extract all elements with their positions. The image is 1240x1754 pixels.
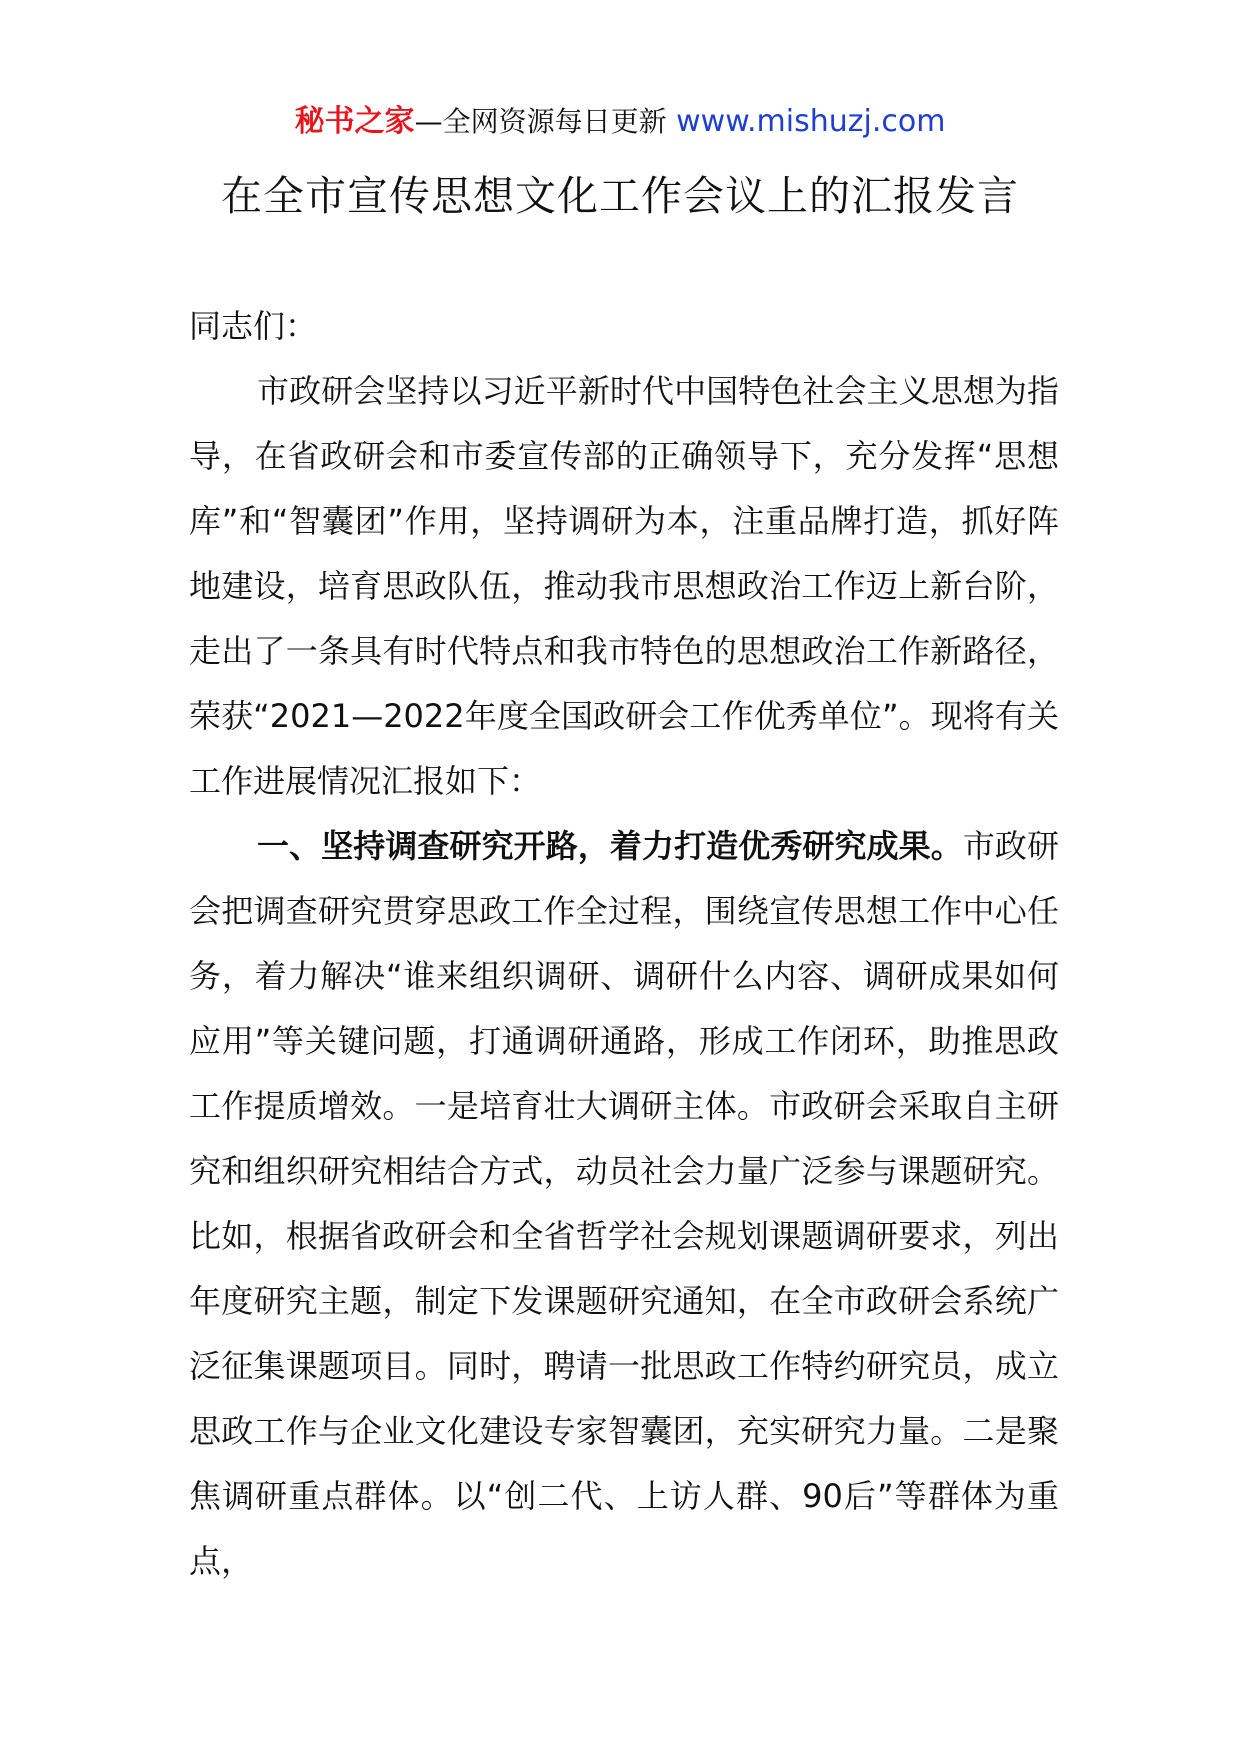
salutation: 同志们： bbox=[189, 307, 318, 345]
document-title: 在全市宣传思想文化工作会议上的汇报发言 bbox=[221, 172, 1019, 220]
paragraph-section-1 bbox=[189, 814, 1059, 1594]
paragraph-intro bbox=[189, 359, 1059, 814]
paragraph-text: 市政研会把调查研究贯穿思政工作全过程，围绕宣传思想工作中心任务，着力解决“谁来组织调研、调研什么内容、调研成果如何应用”等关键问题，打通调研通路，形成工作闭环，助推思政工作提质增效。一是培育壮大调研主体。市政研会采取自主研究和组织研究相结合方式，动员社会力量广泛参与课题研究。比如，根据省政研会和全省哲学社会规划课题调研要求，列出年度研究主题，制定下发课题研究通知，在全市政研会系统广泛征集课题项目。同时，聘请一批思政工作特约研究员，成立思政工作与企业文化建设专家智囊团，充实研究力量。二是聚焦调研重点群体。以“创二代、上访人群、90后”等群体为重点， bbox=[189, 827, 1059, 1580]
brand-name: 秘书之家 bbox=[294, 104, 415, 139]
site-url-link[interactable]: www.mishuzj.com bbox=[676, 104, 946, 139]
section-heading: 一、坚持调查研究开路，着力打造优秀研究成果。 bbox=[257, 827, 963, 865]
document-body bbox=[189, 294, 1059, 1594]
site-tagline: —全网资源每日更新 bbox=[414, 105, 667, 138]
paragraph-text: 市政研会坚持以习近平新时代中国特色社会主义思想为指导，在省政研会和市委宣传部的正确领导下，充分发挥“思想库”和“智囊团”作用，坚持调研为本，注重品牌打造，抓好阵地建设，培育思政队伍，推动我市思想政治工作迈上新台阶，走出了一条具有时代特点和我市特色的思想政治工作新路径，荣获“2021—2022年度全国政研会工作优秀单位”。现将有关工作进展情况汇报如下： bbox=[189, 372, 1059, 800]
site-header bbox=[0, 100, 1240, 144]
